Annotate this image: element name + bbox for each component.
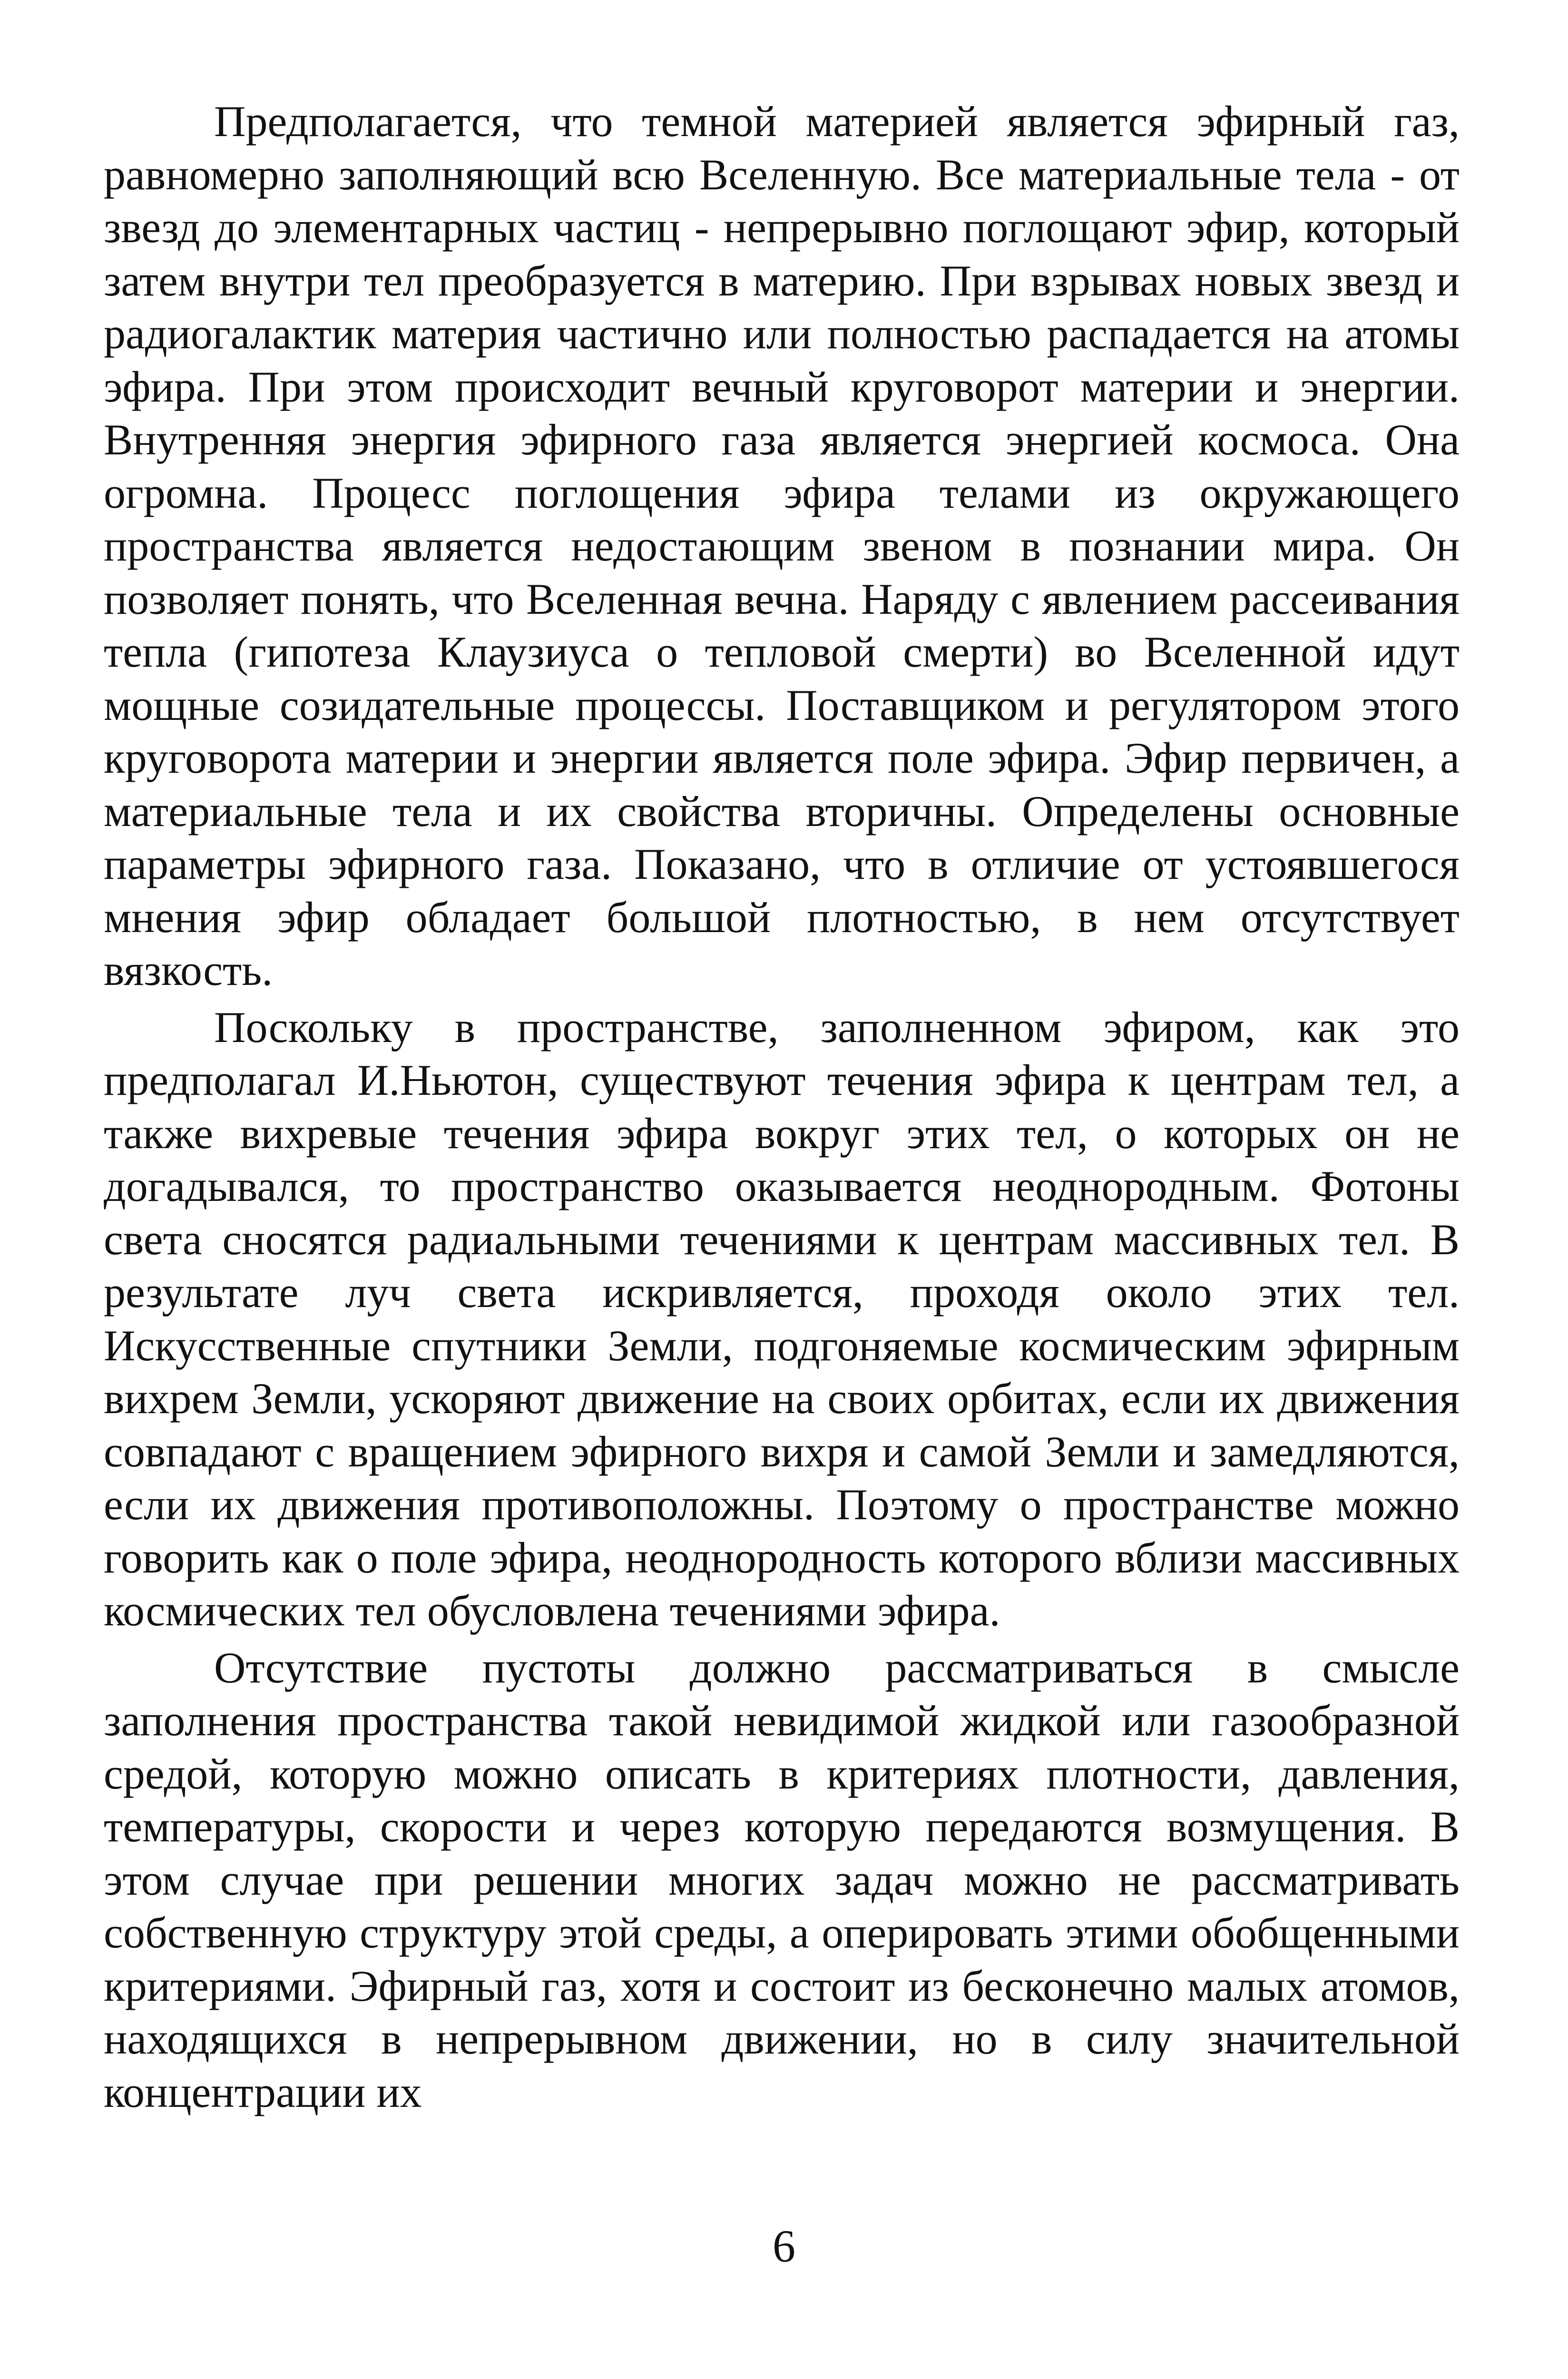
body-text xyxy=(104,95,1460,2123)
paragraph-2: Поскольку в пространстве, заполненном эфиром, как это предполагал И.Ньютон, существуют течения эфира к центрам тел, а также вихревые течения эфира вокруг этих тел, о которых он не догадывался, то пространство оказывается неоднородным. Фотоны света сносятся радиальными течениями к центрам массивных тел. В результате луч света искривляется, проходя около этих тел. Искусственные спутники Земли, подгоняемые космическим эфирным вихрем Земли, ускоряют движение на своих орбитах, если их движения совпадают с вращением эфирного вихря и самой Земли и замедляются, если их движения противоположны. Поэтому о пространстве можно говорить как о поле эфира, неоднородность которого вблизи массивных космических тел обусловлена течениями эфира. xyxy=(104,1003,1460,1635)
page-number: 6 xyxy=(773,2221,795,2271)
paragraph-1: Предполагается, что темной материей является эфирный газ, равномерно заполняющий всю Вселенную. Все материальные тела - от звезд до элементарных частиц - непрерывно поглощают эфир, который затем внутри тел преобразуется в материю. При взрывах новых звезд и радиогалактик материя частично или полностью распадается на атомы эфира. При этом происходит вечный круговорот материи и энергии. Внутренняя энергия эфирного газа является энергией космоса. Она огромна. Процесс поглощения эфира телами из окружающего пространства является недостающим звеном в познании мира. Он позволяет понять, что Вселенная вечна. Наряду с явлением рассеивания тепла (гипотеза Клаузиуса о тепловой смерти) во Вселенной идут мощные созидательные процессы. Поставщиком и регулятором этого круговорота материи и энергии является поле эфира. Эфир первичен, а материальные тела и их свойства вторичны. Определены основные параметры эфирного газа. Показано, что в отличие от устоявшегося мнения эфир обладает большой плотностью, в нем отсутствует вязкость. xyxy=(104,97,1460,994)
paragraph-3: Отсутствие пустоты должно рассматриваться в смысле заполнения пространства такой невидимой жидкой или газообразной средой, которую можно описать в критериях плотности, давления, температуры, скорости и через которую передаются возмущения. В этом случае при решении многих задач можно не рассматривать собственную структуру этой среды, а оперировать этими обобщенными критериями. Эфирный газ, хотя и состоит из бесконечно малых атомов, находящихся в непрерывном движении, но в силу значительной концентрации их xyxy=(104,1643,1460,2116)
